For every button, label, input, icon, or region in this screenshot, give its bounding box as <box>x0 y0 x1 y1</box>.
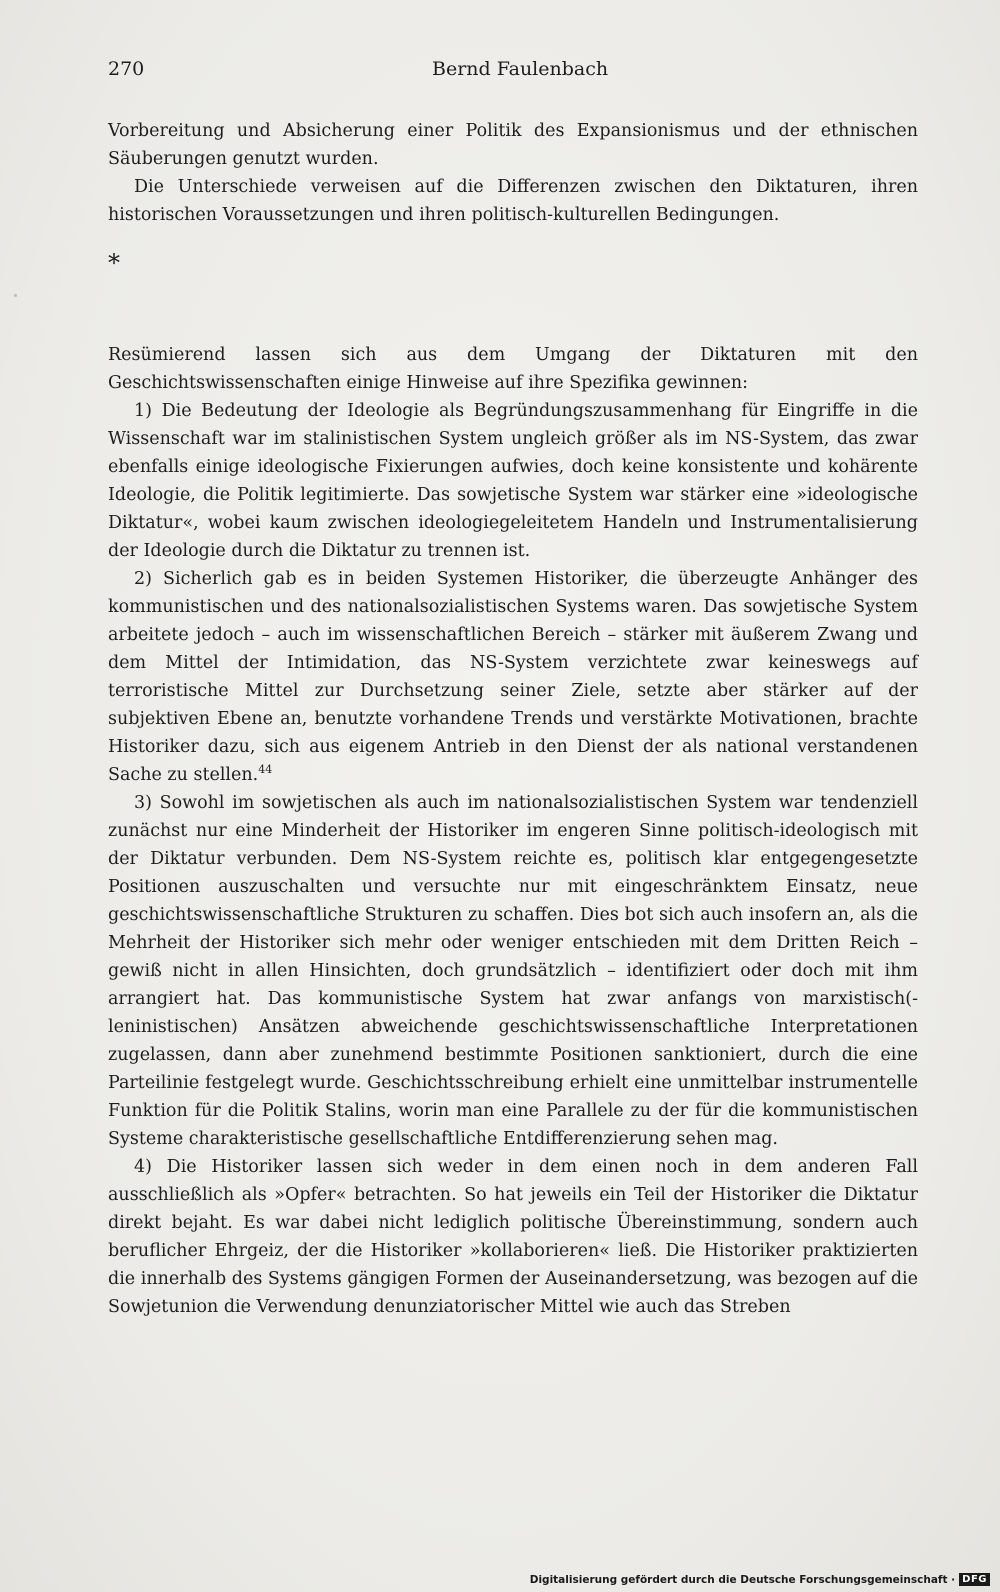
running-head <box>108 58 920 88</box>
paragraph: 3) Sowohl im sowjetischen als auch im nationalsozialistischen System war tendenziell zunächst nur eine Minderheit der Historiker im engeren Sinne politisch-ideologisch mit der Diktatur verbunden. Dem NS-System reichte es, politisch klar entgegengesetzte Positionen auszuschalten und versuchte nur mit eingeschränktem Einsatz, neue geschichtswissenschaftliche Strukturen zu schaffen. Dies bot sich auch insofern an, als die Mehrheit der Historiker sich mehr oder weniger entschieden mit dem Dritten Reich – gewiß nicht in allen Hinsichten, doch grundsätzlich – identifiziert oder doch mit ihm arrangiert hat. Das kommunistische System hat zwar anfangs von marxistisch(-leninistischen) Ansätzen abweichende geschichtswissenschaftliche Interpretationen zugelassen, dann aber zunehmend bestimmte Positionen sanktioniert, durch die eine Parteilinie festgelegt wurde. Geschichtsschreibung erhielt eine unmittelbar instrumentelle Funktion für die Politik Stalins, worin man eine Parallele zu der für die kommunistischen Systeme charakteristische gesellschaftliche Entdifferenzierung sehen mag. <box>108 793 918 1149</box>
paragraph: Resümierend lassen sich aus dem Umgang der Diktaturen mit den Geschichtswissenschaften einige Hinweise auf ihre Spezifika gewinnen: <box>108 345 918 393</box>
running-head-author: Bernd Faulenbach <box>432 58 609 80</box>
credit-text: Digitalisierung gefördert durch die Deutsche Forschungsgemeinschaft · <box>529 1573 956 1586</box>
paragraph-text: 2) Sicherlich gab es in beiden Systemen Historiker, die überzeugte Anhänger des kommunistischen und des nationalsozialistischen Systems waren. Das sowjetische System arbeitete jedoch – auch im wissenschaftlichen Bereich – stärker mit äußerem Zwang und dem Mittel der Intimidation, das NS-System verzichtete zwar keineswegs auf terroristische Mittel zur Durchsetzung seiner Ziele, setzte aber stärker auf der subjektiven Ebene an, benutzte vorhandene Trends und verstärkte Motivationen, brachte Historiker dazu, sich aus eigenem Antrieb in den Dienst der als national verstandenen Sache zu stellen. <box>108 569 918 785</box>
paragraph: 4) Die Historiker lassen sich weder in dem einen noch in dem anderen Fall ausschließlich als »Opfer« betrachten. So hat jeweils ein Teil der Historiker die Diktatur direkt bejaht. Es war dabei nicht lediglich politische Übereinstimmung, sondern auch beruflicher Ehrgeiz, der die Historiker »kollaborieren« ließ. Die Historiker praktizierten die innerhalb des Systems gängigen Formen der Auseinandersetzung, was bezogen auf die Sowjetunion die Verwendung denunziatorischer Mittel wie auch das Streben <box>108 1157 918 1317</box>
page-number: 270 <box>108 58 145 80</box>
section-separator: * <box>108 249 120 277</box>
paragraph <box>108 565 918 789</box>
paragraph: Die Unterschiede verweisen auf die Differenzen zwischen den Diktaturen, ihren historischen Voraussetzungen und ihren politisch-kulturellen Bedingungen. <box>108 177 918 225</box>
dfg-logo: DFG <box>959 1573 990 1586</box>
digitization-credit <box>530 1573 990 1586</box>
paragraph: Vorbereitung und Absicherung einer Politik des Expansionismus und der ethnischen Säuberungen genutzt wurden. <box>108 121 918 169</box>
paragraph: 1) Die Bedeutung der Ideologie als Begründungszusammenhang für Eingriffe in die Wissenschaft war im stalinistischen System ungleich größer als im NS-System, das zwar ebenfalls einige ideologische Fixierungen aufwies, doch keine konsistente und kohärente Ideologie, die Politik legitimierte. Das sowjetische System war stärker eine »ideologische Diktatur«, wobei kaum zwischen ideologiegeleitetem Handeln und Instrumentalisierung der Ideologie durch die Diktatur zu trennen ist. <box>108 401 918 561</box>
body-text <box>108 117 918 1321</box>
footnote-marker[interactable]: 44 <box>258 763 273 776</box>
scan-speck <box>14 294 17 297</box>
